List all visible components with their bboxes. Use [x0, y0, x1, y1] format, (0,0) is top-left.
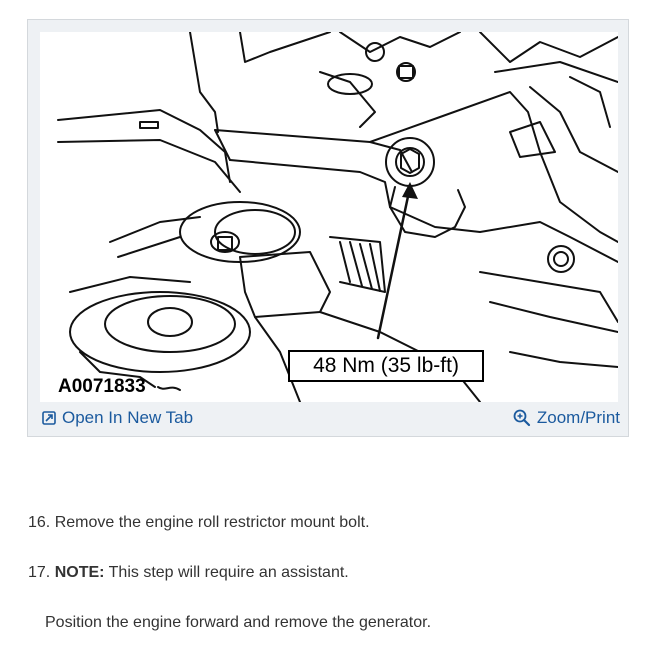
zoom-print-link[interactable] — [513, 408, 620, 428]
note-label: NOTE: — [54, 564, 105, 581]
engine-illustration[interactable] — [40, 32, 618, 402]
torque-callout-text: 48 Nm (35 lb-ft) — [313, 354, 459, 377]
line-drawing — [40, 32, 618, 402]
step-text: Remove the engine roll restrictor mount bolt. — [54, 514, 370, 531]
torque-callout — [288, 350, 484, 382]
step-17-instruction: Position the engine forward and remove the generator. — [45, 614, 432, 631]
step-number: 17. — [28, 564, 51, 581]
open-new-tab-icon — [42, 411, 56, 425]
figure-toolbar — [28, 404, 628, 436]
step-16 — [28, 514, 370, 532]
open-in-new-tab-link[interactable] — [42, 408, 193, 428]
step-number: 16. — [28, 514, 51, 531]
zoom-print-label: Zoom/Print — [536, 408, 620, 427]
step-17 — [28, 564, 349, 582]
open-in-new-tab-label: Open In New Tab — [62, 408, 194, 427]
figure-container — [27, 19, 629, 437]
figure-id-label: A0071833 — [58, 376, 146, 397]
note-text: This step will require an assistant. — [108, 564, 349, 581]
zoom-magnifier-icon — [513, 409, 531, 427]
